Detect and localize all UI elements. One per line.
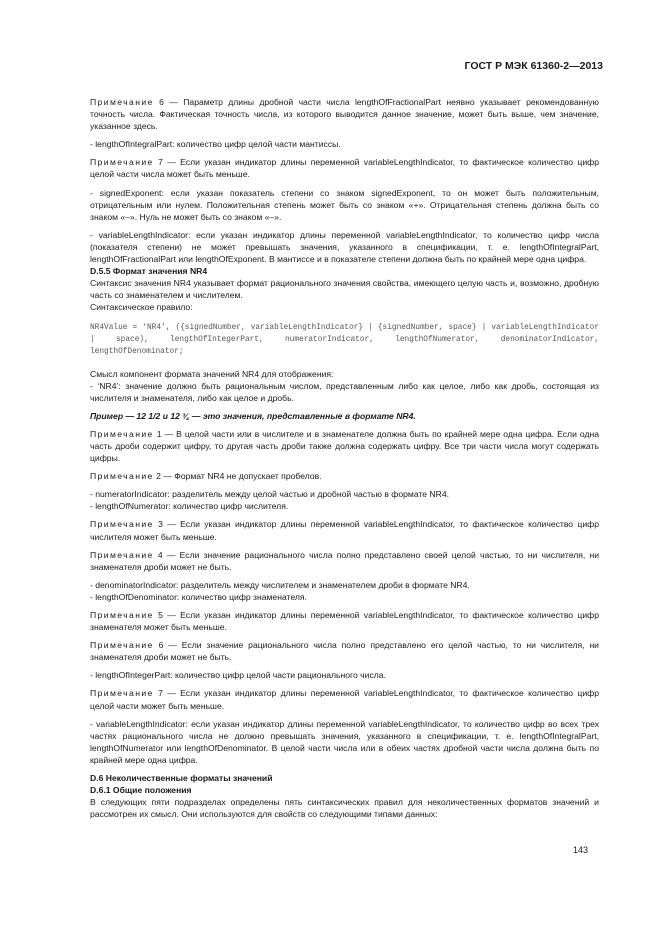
section-heading-d55: D.5.5 Формат значения NR4 xyxy=(90,266,208,277)
syntax-rule-code: NR4Value = ‘NR4’, ({signedNumber, variableLengthIndicator} | {signedNumber, space} | variableLengthIndicator | space), lengthOfIntegerPart, numeratorIndicator, lengthOfNumerator, denominatorIndicator, lengthOfDenominator; xyxy=(90,323,599,356)
note-7 xyxy=(90,687,599,711)
document-body xyxy=(90,96,599,826)
note-4 xyxy=(90,549,599,573)
page-number: 143 xyxy=(573,845,589,855)
list-item: - lengthOfDenominator: количество цифр знаменателя. xyxy=(90,591,307,602)
list-item: - lengthOfNumerator: количество цифр числителя. xyxy=(90,501,289,512)
list-item: - signedExponent: если указан показатель степени со знаком signedExponent, то он может быть положительным, отрицательным или нулем. Положительная степень может быть со знаком «+». Отрицательная степень должна быть со знаком «–». Нуль не может быть со знаком «–». xyxy=(90,187,599,222)
document-header: ГОСТ Р МЭК 61360-2—2013 xyxy=(464,60,603,72)
note-label: Примечание xyxy=(90,157,154,168)
note-text: 4 — Если значение рационального числа полно представлено своей целой частью, то ни числителя, ни знаменателя дроби может не быть. xyxy=(90,549,599,572)
paragraph: Синтаксическое правило: xyxy=(90,302,193,313)
list-item: - variableLengthIndicator: если указан индикатор длины переменной variableLengthIndicator, то количество цифр числа (показателя степени) не может превышать значения, указанного в спецификации, т. е. lengthOfIntegralPart, lengthOfFractionalPart или lengthOfExponent. В мантиссе и в показателе степени должна быть по крайней мере одна цифра. xyxy=(90,229,599,265)
note-label: Примечание xyxy=(90,519,154,530)
note-text: 1 — В целой части или в числителе и в знаменателе должна быть по крайней мере одна цифра. Если одна часть дроби содержит цифру, то другая часть дроби также должна содержать цифру. Все три части числа могут содержать цифры. xyxy=(90,428,599,464)
note-label: Примечание xyxy=(90,428,154,439)
note-6 xyxy=(90,639,599,663)
note-label: Примечание xyxy=(90,97,154,107)
paragraph: Смысл компонент формата значений NR4 для отображения: xyxy=(90,368,334,379)
paragraph: В следующих пяти подразделах определены пять синтаксических правил для неколичественных форматов значений и рассмотрен их смысл. Они используются для свойств со следующими типами данных: xyxy=(90,797,599,820)
note-text: 3 — Если указан индикатор длины переменной variableLengthIndicator, то фактическое количество цифр числителя может быть меньше. xyxy=(90,519,599,542)
list-item: - numeratorIndicator: разделитель между целой частью и дробной частью в формате NR4. xyxy=(90,489,450,500)
list-item: - lengthOfIntegerPart: количество цифр целой части рационального числа. xyxy=(90,670,386,681)
note-text: 5 — Если указан индикатор длины переменной variableLengthIndicator, то фактическое количество цифр знаменателя может быть меньше. xyxy=(90,610,599,633)
example-text: Пример — 12 1/2 и 12 ¾ — это значения, представленные в формате NR4. xyxy=(90,410,416,421)
note-label: Примечание xyxy=(90,471,154,482)
note-7-integral xyxy=(90,156,599,180)
note-text: 7 — Если указан индикатор длины переменной variableLengthIndicator, то фактическое количество цифр целой части может быть меньше. xyxy=(90,688,599,711)
note-6-fractional xyxy=(90,96,599,132)
note-text: 6 — Параметр длины дробной части числа lengthOfFractionalPart неявно указывает рекомендованную точность числа. Фактическая точность числа, из которого выводится данное значение, может быть выше, чем значение, указанное здесь. xyxy=(90,97,599,132)
note-label: Примечание xyxy=(90,688,154,699)
note-2 xyxy=(90,470,599,482)
note-1 xyxy=(90,428,599,464)
note-text: 6 — Если значение рационального числа полно представлено его целой частью, то ни числителя, ни знаменателя дроби может не быть. xyxy=(90,640,599,663)
paragraph: Синтаксис значения NR4 указывает формат рационального значения свойства, имеющего целую часть и, возможно, дробную часть со знаменателем и числителем. xyxy=(90,278,599,301)
note-5 xyxy=(90,609,599,633)
note-3 xyxy=(90,518,599,542)
note-label: Примечание xyxy=(90,640,154,651)
list-item: - denominatorIndicator: разделитель между числителем и знаменателем дроби в формате NR4. xyxy=(90,579,470,590)
note-label: Примечание xyxy=(90,549,154,560)
list-item: - ‘NR4’: значение должно быть рациональным числом, представленным либо как целое, либо как дробь, состоящая из числителя и знаменателя, либо как целое и дробь. xyxy=(90,380,599,403)
note-text: 2 — Формат NR4 не допускает пробелов. xyxy=(153,471,322,482)
list-item: - variableLengthIndicator: если указан индикатор длины переменной variableLengthIndicator, то количество цифр во всех трех частях рационального числа не должно превышать значения, указанного в спецификации, т. е. lengthOfIntegralPart, lengthOfNumerator или lengthOfDenominator. В целой части числа или в обеих частях дробной части числа должна быть по крайней мере одна цифра. xyxy=(90,718,599,765)
list-item: - lengthOfIntegralPart: количество цифр целой части мантиссы. xyxy=(90,139,341,150)
note-text: 7 — Если указан индикатор длины переменной variableLengthIndicator, то фактическое количество цифр целой части числа может быть меньше. xyxy=(90,157,599,180)
note-label: Примечание xyxy=(90,610,154,620)
section-heading-d61: D.6.1 Общие положения xyxy=(90,785,192,796)
section-heading-d6: D.6 Неколичественные форматы значений xyxy=(90,773,273,784)
